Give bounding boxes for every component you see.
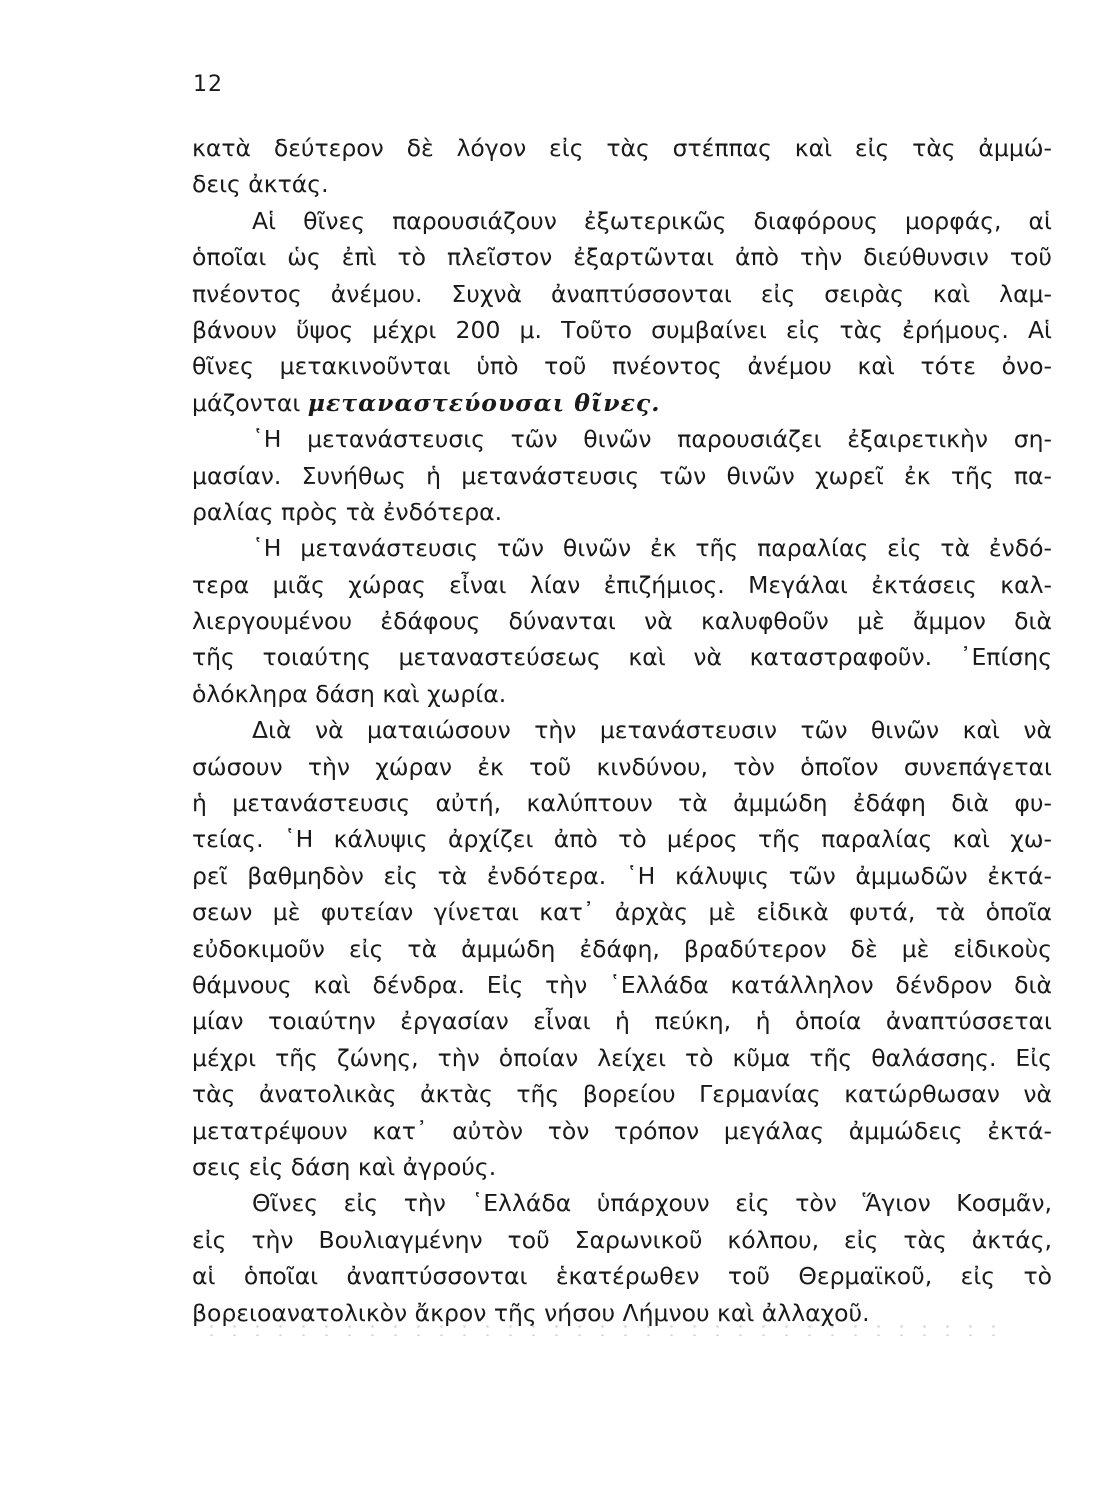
scan-noise — [200, 1322, 1000, 1336]
text-line: ὁλόκληρα δάση καὶ χωρία. — [192, 679, 507, 708]
paragraph-6 — [192, 1185, 1052, 1331]
text-line: ῾Η μετανάστευσις τῶν θινῶν παρουσιάζει ἐξαιρετικὴν ση- — [252, 425, 1052, 454]
text-line: ἡ μετανάστευσις αὐτή, καλύπτουν τὰ ἀμμώδη ἐδάφη διὰ φυ- — [192, 789, 1052, 818]
page-number: 12 — [193, 72, 223, 97]
paragraph-4 — [192, 530, 1052, 712]
text-line: ῾Η μετανάστευσις τῶν θινῶν ἐκ τῆς παραλίας εἰς τὰ ἐνδό- — [252, 534, 1052, 563]
text-line: αἱ ὁποῖαι ἀναπτύσσονται ἑκατέρωθεν τοῦ Θερμαϊκοῦ, εἰς τὸ — [192, 1262, 1052, 1291]
text-line: κατὰ δεύτερον δὲ λόγον εἰς τὰς στέππας καὶ εἰς τὰς ἀμμώ- — [192, 134, 1052, 162]
text-line: σεις εἰς δάση καὶ ἀγρούς. — [192, 1152, 497, 1181]
text-line: σεων μὲ φυτείαν γίνεται κατ᾿ ἀρχὰς μὲ εἰδικὰ φυτά, τὰ ὁποῖα — [192, 898, 1052, 927]
text-line: τείας. ῾Η κάλυψις ἀρχίζει ἀπὸ τὸ μέρος τῆς παραλίας καὶ χω- — [192, 825, 1052, 854]
text-line: βάνουν ὕψος μέχρι 200 μ. Τοῦτο συμβαίνει εἰς τὰς ἐρήμους. Αἱ — [192, 315, 1052, 344]
text-line: θάμνους καὶ δένδρα. Εἰς τὴν ῾Ελλάδα κατάλληλον δένδρον διὰ — [192, 970, 1052, 999]
paragraph-5 — [192, 712, 1052, 1185]
text-line: ρεῖ βαθμηδὸν εἰς τὰ ἐνδότερα. ῾Η κάλυψις τῶν ἀμμωδῶν ἐκτά- — [192, 861, 1052, 890]
text-line: δεις ἀκτάς. — [192, 170, 329, 199]
line-prefix: μάζονται — [192, 388, 308, 417]
text-line: εὐδοκιμοῦν εἰς τὰ ἀμμώδη ἐδάφη, βραδύτερον δὲ μὲ εἰδικοὺς — [192, 934, 1052, 963]
text-line: λιεργουμένου ἐδάφους δύνανται νὰ καλυφθοῦν μὲ ἄμμον διὰ — [192, 607, 1052, 636]
text-line: σώσουν τὴν χώραν ἐκ τοῦ κινδύνου, τὸν ὁποῖον συνεπάγεται — [192, 752, 1052, 781]
paragraph-2 — [192, 203, 1052, 421]
text-line: μίαν τοιαύτην ἐργασίαν εἶναι ἡ πεύκη, ἡ ὁποία ἀναπτύσσεται — [192, 1007, 1052, 1036]
text-line: τῆς τοιαύτης μεταναστεύσεως καὶ νὰ καταστραφοῦν. ᾿Επίσης — [192, 643, 1052, 672]
text-line: ραλίας πρὸς τὰ ἐνδότερα. — [192, 497, 503, 526]
text-line: βορειοανατολικὸν ἄκρον τῆς νήσου Λήμνου καὶ ἀλλαχοῦ. — [192, 1298, 870, 1327]
text-line: μετατρέψουν κατ᾿ αὐτὸν τὸν τρόπον μεγάλας ἀμμώδεις ἐκτά- — [192, 1116, 1052, 1145]
text-line: ὁποῖαι ὡς ἐπὶ τὸ πλεῖστον ἐξαρτῶνται ἀπὸ τὴν διεύθυνσιν τοῦ — [192, 243, 1052, 272]
text-line — [192, 385, 1052, 421]
text-line: θῖνες μετακινοῦνται ὑπὸ τοῦ πνέοντος ἀνέμου καὶ τότε ὀνο- — [192, 352, 1052, 381]
text-line: Αἱ θῖνες παρουσιάζουν ἐξωτερικῶς διαφόρους μορφάς, αἱ — [252, 206, 1052, 235]
text-line: τερα μιᾶς χώρας εἶναι λίαν ἐπιζήμιος. Μεγάλαι ἐκτάσεις καλ- — [192, 570, 1052, 599]
text-line: πνέοντος ἀνέμου. Συχνὰ ἀναπτύσσονται εἰς σειρὰς καὶ λαμ- — [192, 279, 1052, 308]
text-line: μέχρι τῆς ζώνης, τὴν ὁποίαν λείχει τὸ κῦμα τῆς θαλάσσης. Εἰς — [192, 1043, 1052, 1072]
text-line: Διὰ νὰ ματαιώσουν τὴν μετανάστευσιν τῶν θινῶν καὶ νὰ — [252, 716, 1052, 745]
body-text — [192, 130, 1052, 1331]
emphasized-term: μεταναστεύουσαι θῖνες. — [307, 388, 661, 417]
text-line: Θῖνες εἰς τὴν ῾Ελλάδα ὑπάρχουν εἰς τὸν Ἅγιον Κοσμᾶν, — [252, 1189, 1052, 1218]
text-line: μασίαν. Συνήθως ἡ μετανάστευσις τῶν θινῶν χωρεῖ ἐκ τῆς πα- — [192, 461, 1052, 490]
paragraph-3 — [192, 421, 1052, 530]
text-line: εἰς τὴν Βουλιαγμένην τοῦ Σαρωνικοῦ κόλπου, εἰς τὰς ἀκτάς, — [192, 1225, 1052, 1254]
paragraph-1 — [192, 130, 1052, 203]
text-line: τὰς ἀνατολικὰς ἀκτὰς τῆς βορείου Γερμανίας κατώρθωσαν νὰ — [192, 1080, 1052, 1109]
